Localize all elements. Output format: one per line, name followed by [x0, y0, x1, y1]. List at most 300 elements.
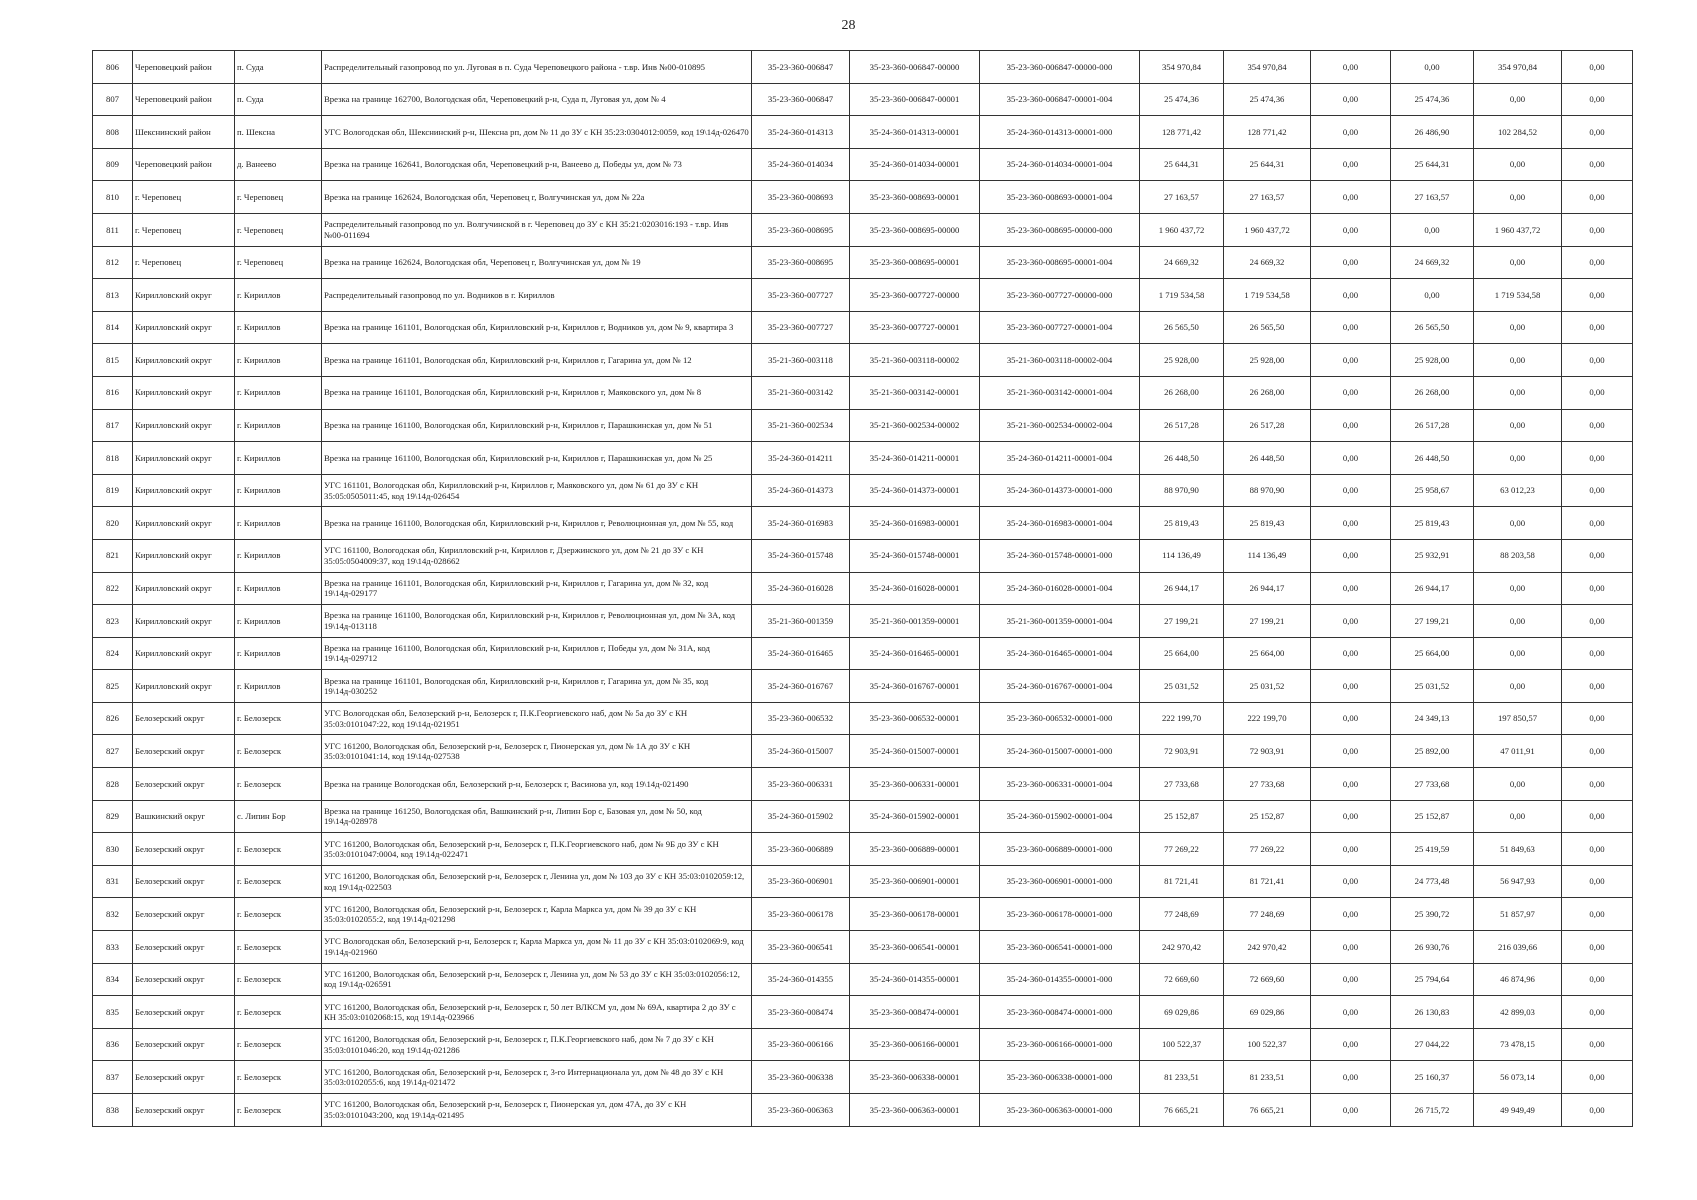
total-value-cell: 27 199,21 [1140, 605, 1224, 638]
district-cell: Белозерский округ [133, 833, 235, 866]
cadastral-code-cell: 35-23-360-006847 [752, 51, 850, 84]
object-code-cell: 35-21-360-003142-00001 [850, 376, 980, 409]
object-code-cell: 35-24-360-016983-00001 [850, 507, 980, 540]
sub-object-code-cell: 35-23-360-008474-00001-000 [980, 996, 1140, 1029]
zero-value-cell: 0,00 [1311, 800, 1391, 833]
object-code-cell: 35-23-360-006889-00001 [850, 833, 980, 866]
amount-value-cell: 1 960 437,72 [1224, 213, 1311, 246]
total-value-cell: 81 233,51 [1140, 1061, 1224, 1094]
locality-cell: г. Белозерск [235, 931, 322, 964]
connection-value-cell: 27 163,57 [1391, 181, 1474, 214]
table-row [93, 311, 1633, 344]
object-code-cell: 35-21-360-002534-00002 [850, 409, 980, 442]
other-value-cell: 0,00 [1562, 702, 1633, 735]
district-cell: Кирилловский округ [133, 539, 235, 572]
row-number: 816 [93, 376, 133, 409]
total-value-cell: 26 448,50 [1140, 442, 1224, 475]
amount-value-cell: 25 152,87 [1224, 800, 1311, 833]
zero-value-cell: 0,00 [1311, 376, 1391, 409]
cadastral-code-cell: 35-23-360-007727 [752, 311, 850, 344]
other-value-cell: 0,00 [1562, 181, 1633, 214]
locality-cell: г. Белозерск [235, 996, 322, 1029]
table-row [93, 246, 1633, 279]
table-row [93, 148, 1633, 181]
locality-cell: п. Шексна [235, 116, 322, 149]
connection-value-cell: 25 474,36 [1391, 83, 1474, 116]
amount-value-cell: 128 771,42 [1224, 116, 1311, 149]
object-name-cell: Врезка на границе 161101, Вологодская обл, Кирилловский р-н, Кириллов г, Водников ул, дом № 9, квартира 3 [322, 311, 752, 344]
amount-value-cell: 26 268,00 [1224, 376, 1311, 409]
amount-value-cell: 114 136,49 [1224, 539, 1311, 572]
amount-value-cell: 27 199,21 [1224, 605, 1311, 638]
cadastral-code-cell: 35-23-360-008695 [752, 246, 850, 279]
total-value-cell: 26 268,00 [1140, 376, 1224, 409]
sub-object-code-cell: 35-23-360-007727-00000-000 [980, 279, 1140, 312]
district-cell: Череповецкий район [133, 83, 235, 116]
cadastral-code-cell: 35-23-360-006178 [752, 898, 850, 931]
network-value-cell: 0,00 [1474, 670, 1562, 703]
zero-value-cell: 0,00 [1311, 442, 1391, 475]
total-value-cell: 25 152,87 [1140, 800, 1224, 833]
zero-value-cell: 0,00 [1311, 83, 1391, 116]
object-code-cell: 35-23-360-008695-00001 [850, 246, 980, 279]
total-value-cell: 88 970,90 [1140, 474, 1224, 507]
object-code-cell: 35-24-360-014355-00001 [850, 963, 980, 996]
locality-cell: г. Белозерск [235, 865, 322, 898]
other-value-cell: 0,00 [1562, 507, 1633, 540]
zero-value-cell: 0,00 [1311, 1028, 1391, 1061]
locality-cell: г. Кириллов [235, 572, 322, 605]
table-row [93, 507, 1633, 540]
network-value-cell: 56 947,93 [1474, 865, 1562, 898]
zero-value-cell: 0,00 [1311, 181, 1391, 214]
table-row [93, 898, 1633, 931]
object-code-cell: 35-24-360-014313-00001 [850, 116, 980, 149]
sub-object-code-cell: 35-23-360-006363-00001-000 [980, 1094, 1140, 1127]
other-value-cell: 0,00 [1562, 735, 1633, 768]
object-code-cell: 35-23-360-006901-00001 [850, 865, 980, 898]
other-value-cell: 0,00 [1562, 931, 1633, 964]
zero-value-cell: 0,00 [1311, 474, 1391, 507]
locality-cell: г. Кириллов [235, 507, 322, 540]
zero-value-cell: 0,00 [1311, 279, 1391, 312]
other-value-cell: 0,00 [1562, 246, 1633, 279]
connection-value-cell: 25 664,00 [1391, 637, 1474, 670]
amount-value-cell: 81 721,41 [1224, 865, 1311, 898]
table-row [93, 572, 1633, 605]
zero-value-cell: 0,00 [1311, 931, 1391, 964]
other-value-cell: 0,00 [1562, 572, 1633, 605]
total-value-cell: 77 248,69 [1140, 898, 1224, 931]
district-cell: Череповецкий район [133, 51, 235, 84]
sub-object-code-cell: 35-23-360-006901-00001-000 [980, 865, 1140, 898]
connection-value-cell: 26 517,28 [1391, 409, 1474, 442]
cadastral-code-cell: 35-21-360-002534 [752, 409, 850, 442]
object-name-cell: Врезка на границе 161101, Вологодская обл, Кирилловский р-н, Кириллов г, Маяковского ул, дом № 8 [322, 376, 752, 409]
district-cell: Белозерский округ [133, 1094, 235, 1127]
row-number: 806 [93, 51, 133, 84]
cadastral-code-cell: 35-23-360-006901 [752, 865, 850, 898]
total-value-cell: 72 903,91 [1140, 735, 1224, 768]
amount-value-cell: 25 031,52 [1224, 670, 1311, 703]
object-code-cell: 35-24-360-014034-00001 [850, 148, 980, 181]
zero-value-cell: 0,00 [1311, 963, 1391, 996]
total-value-cell: 25 819,43 [1140, 507, 1224, 540]
other-value-cell: 0,00 [1562, 344, 1633, 377]
other-value-cell: 0,00 [1562, 963, 1633, 996]
connection-value-cell: 25 644,31 [1391, 148, 1474, 181]
row-number: 827 [93, 735, 133, 768]
total-value-cell: 27 163,57 [1140, 181, 1224, 214]
network-value-cell: 46 874,96 [1474, 963, 1562, 996]
table-row [93, 1028, 1633, 1061]
cadastral-code-cell: 35-21-360-003118 [752, 344, 850, 377]
object-code-cell: 35-23-360-006532-00001 [850, 702, 980, 735]
table-row [93, 800, 1633, 833]
sub-object-code-cell: 35-23-360-008693-00001-004 [980, 181, 1140, 214]
sub-object-code-cell: 35-23-360-006338-00001-000 [980, 1061, 1140, 1094]
object-name-cell: УГС Вологодская обл, Белозерский р-н, Белозерск г, П.К.Георгиевского наб, дом № 5а до ЗУ с КН 35:03:0101047:22, код 19\14д-021951 [322, 702, 752, 735]
amount-value-cell: 26 448,50 [1224, 442, 1311, 475]
locality-cell: г. Кириллов [235, 474, 322, 507]
connection-value-cell: 27 044,22 [1391, 1028, 1474, 1061]
object-name-cell: УГС Вологодская обл, Шекснинский р-н, Шексна рп, дом № 11 до ЗУ с КН 35:23:0304012:0059, код 19\14д-026470 [322, 116, 752, 149]
total-value-cell: 354 970,84 [1140, 51, 1224, 84]
district-cell: Кирилловский округ [133, 572, 235, 605]
amount-value-cell: 76 665,21 [1224, 1094, 1311, 1127]
object-code-cell: 35-23-360-006178-00001 [850, 898, 980, 931]
other-value-cell: 0,00 [1562, 311, 1633, 344]
network-value-cell: 0,00 [1474, 409, 1562, 442]
other-value-cell: 0,00 [1562, 376, 1633, 409]
amount-value-cell: 100 522,37 [1224, 1028, 1311, 1061]
object-name-cell: УГС 161200, Вологодская обл, Белозерский р-н, Белозерск г, Ленина ул, дом № 103 до ЗУ с КН 35:03:0102059:12, код 19\14д-022503 [322, 865, 752, 898]
district-cell: Белозерский округ [133, 702, 235, 735]
sub-object-code-cell: 35-24-360-014373-00001-000 [980, 474, 1140, 507]
row-number: 823 [93, 605, 133, 638]
sub-object-code-cell: 35-23-360-006541-00001-000 [980, 931, 1140, 964]
network-value-cell: 0,00 [1474, 768, 1562, 801]
row-number: 817 [93, 409, 133, 442]
sub-object-code-cell: 35-21-360-002534-00002-004 [980, 409, 1140, 442]
sub-object-code-cell: 35-23-360-006178-00001-000 [980, 898, 1140, 931]
locality-cell: г. Череповец [235, 181, 322, 214]
other-value-cell: 0,00 [1562, 442, 1633, 475]
object-name-cell: Врезка на границе 161250, Вологодская обл, Вашкинский р-н, Липин Бор с, Базовая ул, дом № 50, код 19\14д-028978 [322, 800, 752, 833]
network-value-cell: 102 284,52 [1474, 116, 1562, 149]
locality-cell: г. Кириллов [235, 344, 322, 377]
cadastral-code-cell: 35-23-360-006847 [752, 83, 850, 116]
registry-table [92, 50, 1633, 1127]
locality-cell: г. Белозерск [235, 898, 322, 931]
network-value-cell: 0,00 [1474, 83, 1562, 116]
zero-value-cell: 0,00 [1311, 735, 1391, 768]
connection-value-cell: 25 932,91 [1391, 539, 1474, 572]
locality-cell: г. Кириллов [235, 279, 322, 312]
row-number: 830 [93, 833, 133, 866]
other-value-cell: 0,00 [1562, 279, 1633, 312]
locality-cell: г. Кириллов [235, 539, 322, 572]
table-row [93, 213, 1633, 246]
row-number: 835 [93, 996, 133, 1029]
object-name-cell: Распределительный газопровод по ул. Водников в г. Кириллов [322, 279, 752, 312]
connection-value-cell: 25 390,72 [1391, 898, 1474, 931]
row-number: 820 [93, 507, 133, 540]
cadastral-code-cell: 35-24-360-015007 [752, 735, 850, 768]
row-number: 822 [93, 572, 133, 605]
sub-object-code-cell: 35-23-360-006166-00001-000 [980, 1028, 1140, 1061]
other-value-cell: 0,00 [1562, 768, 1633, 801]
network-value-cell: 0,00 [1474, 344, 1562, 377]
sub-object-code-cell: 35-23-360-006889-00001-000 [980, 833, 1140, 866]
total-value-cell: 25 474,36 [1140, 83, 1224, 116]
network-value-cell: 0,00 [1474, 376, 1562, 409]
district-cell: Белозерский округ [133, 996, 235, 1029]
district-cell: Кирилловский округ [133, 311, 235, 344]
table-row [93, 605, 1633, 638]
object-code-cell: 35-23-360-007727-00001 [850, 311, 980, 344]
connection-value-cell: 25 160,37 [1391, 1061, 1474, 1094]
table-row [93, 702, 1633, 735]
amount-value-cell: 72 903,91 [1224, 735, 1311, 768]
network-value-cell: 49 949,49 [1474, 1094, 1562, 1127]
sub-object-code-cell: 35-23-360-007727-00001-004 [980, 311, 1140, 344]
row-number: 821 [93, 539, 133, 572]
table-row [93, 409, 1633, 442]
locality-cell: п. Суда [235, 51, 322, 84]
object-name-cell: Распределительный газопровод по ул. Волгучинской в г. Череповец до ЗУ с КН 35:21:0203016:193 - т.вр. Инв №00-011694 [322, 213, 752, 246]
table-row [93, 670, 1633, 703]
object-name-cell: УГС 161200, Вологодская обл, Белозерский р-н, Белозерск г, Карла Маркса ул, дом № 39 до ЗУ с КН 35:03:0102055:2, код 19\14д-021298 [322, 898, 752, 931]
connection-value-cell: 26 130,83 [1391, 996, 1474, 1029]
other-value-cell: 0,00 [1562, 605, 1633, 638]
cadastral-code-cell: 35-24-360-016465 [752, 637, 850, 670]
cadastral-code-cell: 35-21-360-001359 [752, 605, 850, 638]
locality-cell: г. Кириллов [235, 311, 322, 344]
total-value-cell: 81 721,41 [1140, 865, 1224, 898]
sub-object-code-cell: 35-23-360-006532-00001-000 [980, 702, 1140, 735]
connection-value-cell: 24 773,48 [1391, 865, 1474, 898]
zero-value-cell: 0,00 [1311, 768, 1391, 801]
zero-value-cell: 0,00 [1311, 148, 1391, 181]
object-name-cell: УГС 161200, Вологодская обл, Белозерский р-н, Белозерск г, 3-го Интернационала ул, дом № 48 до ЗУ с КН 35:03:0102055:6, код 19\14д-021472 [322, 1061, 752, 1094]
locality-cell: п. Суда [235, 83, 322, 116]
other-value-cell: 0,00 [1562, 83, 1633, 116]
sub-object-code-cell: 35-24-360-016767-00001-004 [980, 670, 1140, 703]
cadastral-code-cell: 35-23-360-006331 [752, 768, 850, 801]
zero-value-cell: 0,00 [1311, 213, 1391, 246]
amount-value-cell: 26 944,17 [1224, 572, 1311, 605]
sub-object-code-cell: 35-24-360-014355-00001-000 [980, 963, 1140, 996]
sub-object-code-cell: 35-23-360-006331-00001-004 [980, 768, 1140, 801]
object-name-cell: Врезка на границе 161100, Вологодская обл, Кирилловский р-н, Кириллов г, Победы ул, дом № 31А, код 19\14д-029712 [322, 637, 752, 670]
district-cell: Кирилловский округ [133, 279, 235, 312]
amount-value-cell: 25 819,43 [1224, 507, 1311, 540]
connection-value-cell: 25 928,00 [1391, 344, 1474, 377]
zero-value-cell: 0,00 [1311, 865, 1391, 898]
object-name-cell: УГС 161200, Вологодская обл, Белозерский р-н, Белозерск г, Пионерская ул, дом № 1А до ЗУ с КН 35:03:0101041:14, код 19\14д-027538 [322, 735, 752, 768]
locality-cell: г. Кириллов [235, 670, 322, 703]
total-value-cell: 128 771,42 [1140, 116, 1224, 149]
zero-value-cell: 0,00 [1311, 507, 1391, 540]
sub-object-code-cell: 35-24-360-016028-00001-004 [980, 572, 1140, 605]
object-code-cell: 35-24-360-015748-00001 [850, 539, 980, 572]
row-number: 832 [93, 898, 133, 931]
district-cell: г. Череповец [133, 246, 235, 279]
sub-object-code-cell: 35-24-360-015902-00001-004 [980, 800, 1140, 833]
row-number: 815 [93, 344, 133, 377]
total-value-cell: 25 928,00 [1140, 344, 1224, 377]
amount-value-cell: 77 269,22 [1224, 833, 1311, 866]
row-number: 837 [93, 1061, 133, 1094]
amount-value-cell: 25 474,36 [1224, 83, 1311, 116]
amount-value-cell: 25 664,00 [1224, 637, 1311, 670]
row-number: 838 [93, 1094, 133, 1127]
total-value-cell: 25 644,31 [1140, 148, 1224, 181]
other-value-cell: 0,00 [1562, 1061, 1633, 1094]
amount-value-cell: 26 565,50 [1224, 311, 1311, 344]
connection-value-cell: 25 419,59 [1391, 833, 1474, 866]
object-code-cell: 35-23-360-006541-00001 [850, 931, 980, 964]
total-value-cell: 25 031,52 [1140, 670, 1224, 703]
cadastral-code-cell: 35-24-360-015748 [752, 539, 850, 572]
row-number: 826 [93, 702, 133, 735]
locality-cell: г. Кириллов [235, 637, 322, 670]
amount-value-cell: 25 928,00 [1224, 344, 1311, 377]
object-code-cell: 35-24-360-014373-00001 [850, 474, 980, 507]
other-value-cell: 0,00 [1562, 865, 1633, 898]
locality-cell: г. Белозерск [235, 833, 322, 866]
table-row [93, 996, 1633, 1029]
district-cell: Кирилловский округ [133, 344, 235, 377]
table-row [93, 963, 1633, 996]
sub-object-code-cell: 35-23-360-006847-00001-004 [980, 83, 1140, 116]
table-row [93, 344, 1633, 377]
sub-object-code-cell: 35-24-360-016465-00001-004 [980, 637, 1140, 670]
total-value-cell: 69 029,86 [1140, 996, 1224, 1029]
cadastral-code-cell: 35-21-360-003142 [752, 376, 850, 409]
district-cell: Кирилловский округ [133, 507, 235, 540]
zero-value-cell: 0,00 [1311, 1094, 1391, 1127]
table-row [93, 474, 1633, 507]
amount-value-cell: 77 248,69 [1224, 898, 1311, 931]
cadastral-code-cell: 35-23-360-007727 [752, 279, 850, 312]
object-name-cell: УГС 161200, Вологодская обл, Белозерский р-н, Белозерск г, П.К.Георгиевского наб, дом № 7 до ЗУ с КН 35:03:0101046:20, код 19\14д-021286 [322, 1028, 752, 1061]
network-value-cell: 354 970,84 [1474, 51, 1562, 84]
locality-cell: д. Ванеево [235, 148, 322, 181]
sub-object-code-cell: 35-23-360-008695-00001-004 [980, 246, 1140, 279]
cadastral-code-cell: 35-23-360-006166 [752, 1028, 850, 1061]
object-name-cell: Врезка на границе 161100, Вологодская обл, Кирилловский р-н, Кириллов г, Парашкинская ул, дом № 25 [322, 442, 752, 475]
row-number: 812 [93, 246, 133, 279]
other-value-cell: 0,00 [1562, 1028, 1633, 1061]
locality-cell: г. Кириллов [235, 442, 322, 475]
table-row [93, 1094, 1633, 1127]
district-cell: Шекснинский район [133, 116, 235, 149]
network-value-cell: 0,00 [1474, 800, 1562, 833]
connection-value-cell: 0,00 [1391, 213, 1474, 246]
row-number: 808 [93, 116, 133, 149]
district-cell: Кирилловский округ [133, 605, 235, 638]
network-value-cell: 42 899,03 [1474, 996, 1562, 1029]
other-value-cell: 0,00 [1562, 409, 1633, 442]
row-number: 809 [93, 148, 133, 181]
network-value-cell: 216 039,66 [1474, 931, 1562, 964]
connection-value-cell: 26 565,50 [1391, 311, 1474, 344]
connection-value-cell: 26 268,00 [1391, 376, 1474, 409]
amount-value-cell: 24 669,32 [1224, 246, 1311, 279]
page-number: 28 [841, 18, 856, 33]
connection-value-cell: 25 958,67 [1391, 474, 1474, 507]
zero-value-cell: 0,00 [1311, 637, 1391, 670]
object-name-cell: Врезка на границе 162624, Вологодская обл, Череповец г, Волгучинская ул, дом № 22а [322, 181, 752, 214]
amount-value-cell: 354 970,84 [1224, 51, 1311, 84]
network-value-cell: 0,00 [1474, 637, 1562, 670]
district-cell: Кирилловский округ [133, 376, 235, 409]
cadastral-code-cell: 35-23-360-006363 [752, 1094, 850, 1127]
other-value-cell: 0,00 [1562, 148, 1633, 181]
object-name-cell: УГС 161200, Вологодская обл, Белозерский р-н, Белозерск г, Пионерская ул, дом 47А, до ЗУ с КН 35:03:0101043:200, код 19\14д-021495 [322, 1094, 752, 1127]
object-name-cell: Врезка на границе 161101, Вологодская обл, Кирилловский р-н, Кириллов г, Гагарина ул, дом № 32, код 19\14д-029177 [322, 572, 752, 605]
other-value-cell: 0,00 [1562, 898, 1633, 931]
locality-cell: г. Белозерск [235, 702, 322, 735]
cadastral-code-cell: 35-24-360-015902 [752, 800, 850, 833]
network-value-cell: 63 012,23 [1474, 474, 1562, 507]
total-value-cell: 26 517,28 [1140, 409, 1224, 442]
object-name-cell: УГС 161200, Вологодская обл, Белозерский р-н, Белозерск г, 50 лет ВЛКСМ ул, дом № 69А, квартира 2 до ЗУ с КН 35:03:0102068:15, код 19\14д-023966 [322, 996, 752, 1029]
table-row [93, 735, 1633, 768]
zero-value-cell: 0,00 [1311, 572, 1391, 605]
object-name-cell: Врезка на границе 161101, Вологодская обл, Кирилловский р-н, Кириллов г, Гагарина ул, дом № 12 [322, 344, 752, 377]
sub-object-code-cell: 35-24-360-014313-00001-000 [980, 116, 1140, 149]
object-name-cell: УГС 161101, Вологодская обл, Кирилловский р-н, Кириллов г, Маяковского ул, дом № 61 до ЗУ с КН 35:05:0505011:45, код 19\14д-026454 [322, 474, 752, 507]
connection-value-cell: 25 152,87 [1391, 800, 1474, 833]
total-value-cell: 25 664,00 [1140, 637, 1224, 670]
table-row [93, 376, 1633, 409]
total-value-cell: 114 136,49 [1140, 539, 1224, 572]
district-cell: Кирилловский округ [133, 442, 235, 475]
row-number: 834 [93, 963, 133, 996]
row-number: 829 [93, 800, 133, 833]
cadastral-code-cell: 35-23-360-006889 [752, 833, 850, 866]
object-code-cell: 35-24-360-016028-00001 [850, 572, 980, 605]
object-name-cell: Врезка на границе 162624, Вологодская обл, Череповец г, Волгучинская ул, дом № 19 [322, 246, 752, 279]
network-value-cell: 47 011,91 [1474, 735, 1562, 768]
total-value-cell: 27 733,68 [1140, 768, 1224, 801]
network-value-cell: 1 719 534,58 [1474, 279, 1562, 312]
object-code-cell: 35-23-360-008693-00001 [850, 181, 980, 214]
object-name-cell: Врезка на границе 162700, Вологодская обл, Череповецкий р-н, Суда п, Луговая ул, дом № 4 [322, 83, 752, 116]
object-name-cell: Врезка на границе 161100, Вологодская обл, Кирилловский р-н, Кириллов г, Революционная ул, дом № 3А, код 19\14д-013118 [322, 605, 752, 638]
row-number: 814 [93, 311, 133, 344]
district-cell: Кирилловский округ [133, 670, 235, 703]
other-value-cell: 0,00 [1562, 833, 1633, 866]
row-number: 831 [93, 865, 133, 898]
other-value-cell: 0,00 [1562, 116, 1633, 149]
object-name-cell: Врезка на границе 161100, Вологодская обл, Кирилловский р-н, Кириллов г, Революционная ул, дом № 55, код [322, 507, 752, 540]
locality-cell: г. Белозерск [235, 768, 322, 801]
sub-object-code-cell: 35-24-360-015007-00001-000 [980, 735, 1140, 768]
other-value-cell: 0,00 [1562, 213, 1633, 246]
district-cell: Вашкинский округ [133, 800, 235, 833]
cadastral-code-cell: 35-24-360-014313 [752, 116, 850, 149]
object-name-cell: Врезка на границе Вологодская обл, Белозерский р-н, Белозерск г, Васинова ул, код 19\14д-021490 [322, 768, 752, 801]
table-row [93, 116, 1633, 149]
row-number: 836 [93, 1028, 133, 1061]
object-name-cell: УГС 161200, Вологодская обл, Белозерский р-н, Белозерск г, П.К.Георгиевского наб, дом № 9Б до ЗУ с КН 35:03:0101047:0004, код 19\14д-022471 [322, 833, 752, 866]
amount-value-cell: 1 719 534,58 [1224, 279, 1311, 312]
table-body [93, 51, 1633, 1127]
